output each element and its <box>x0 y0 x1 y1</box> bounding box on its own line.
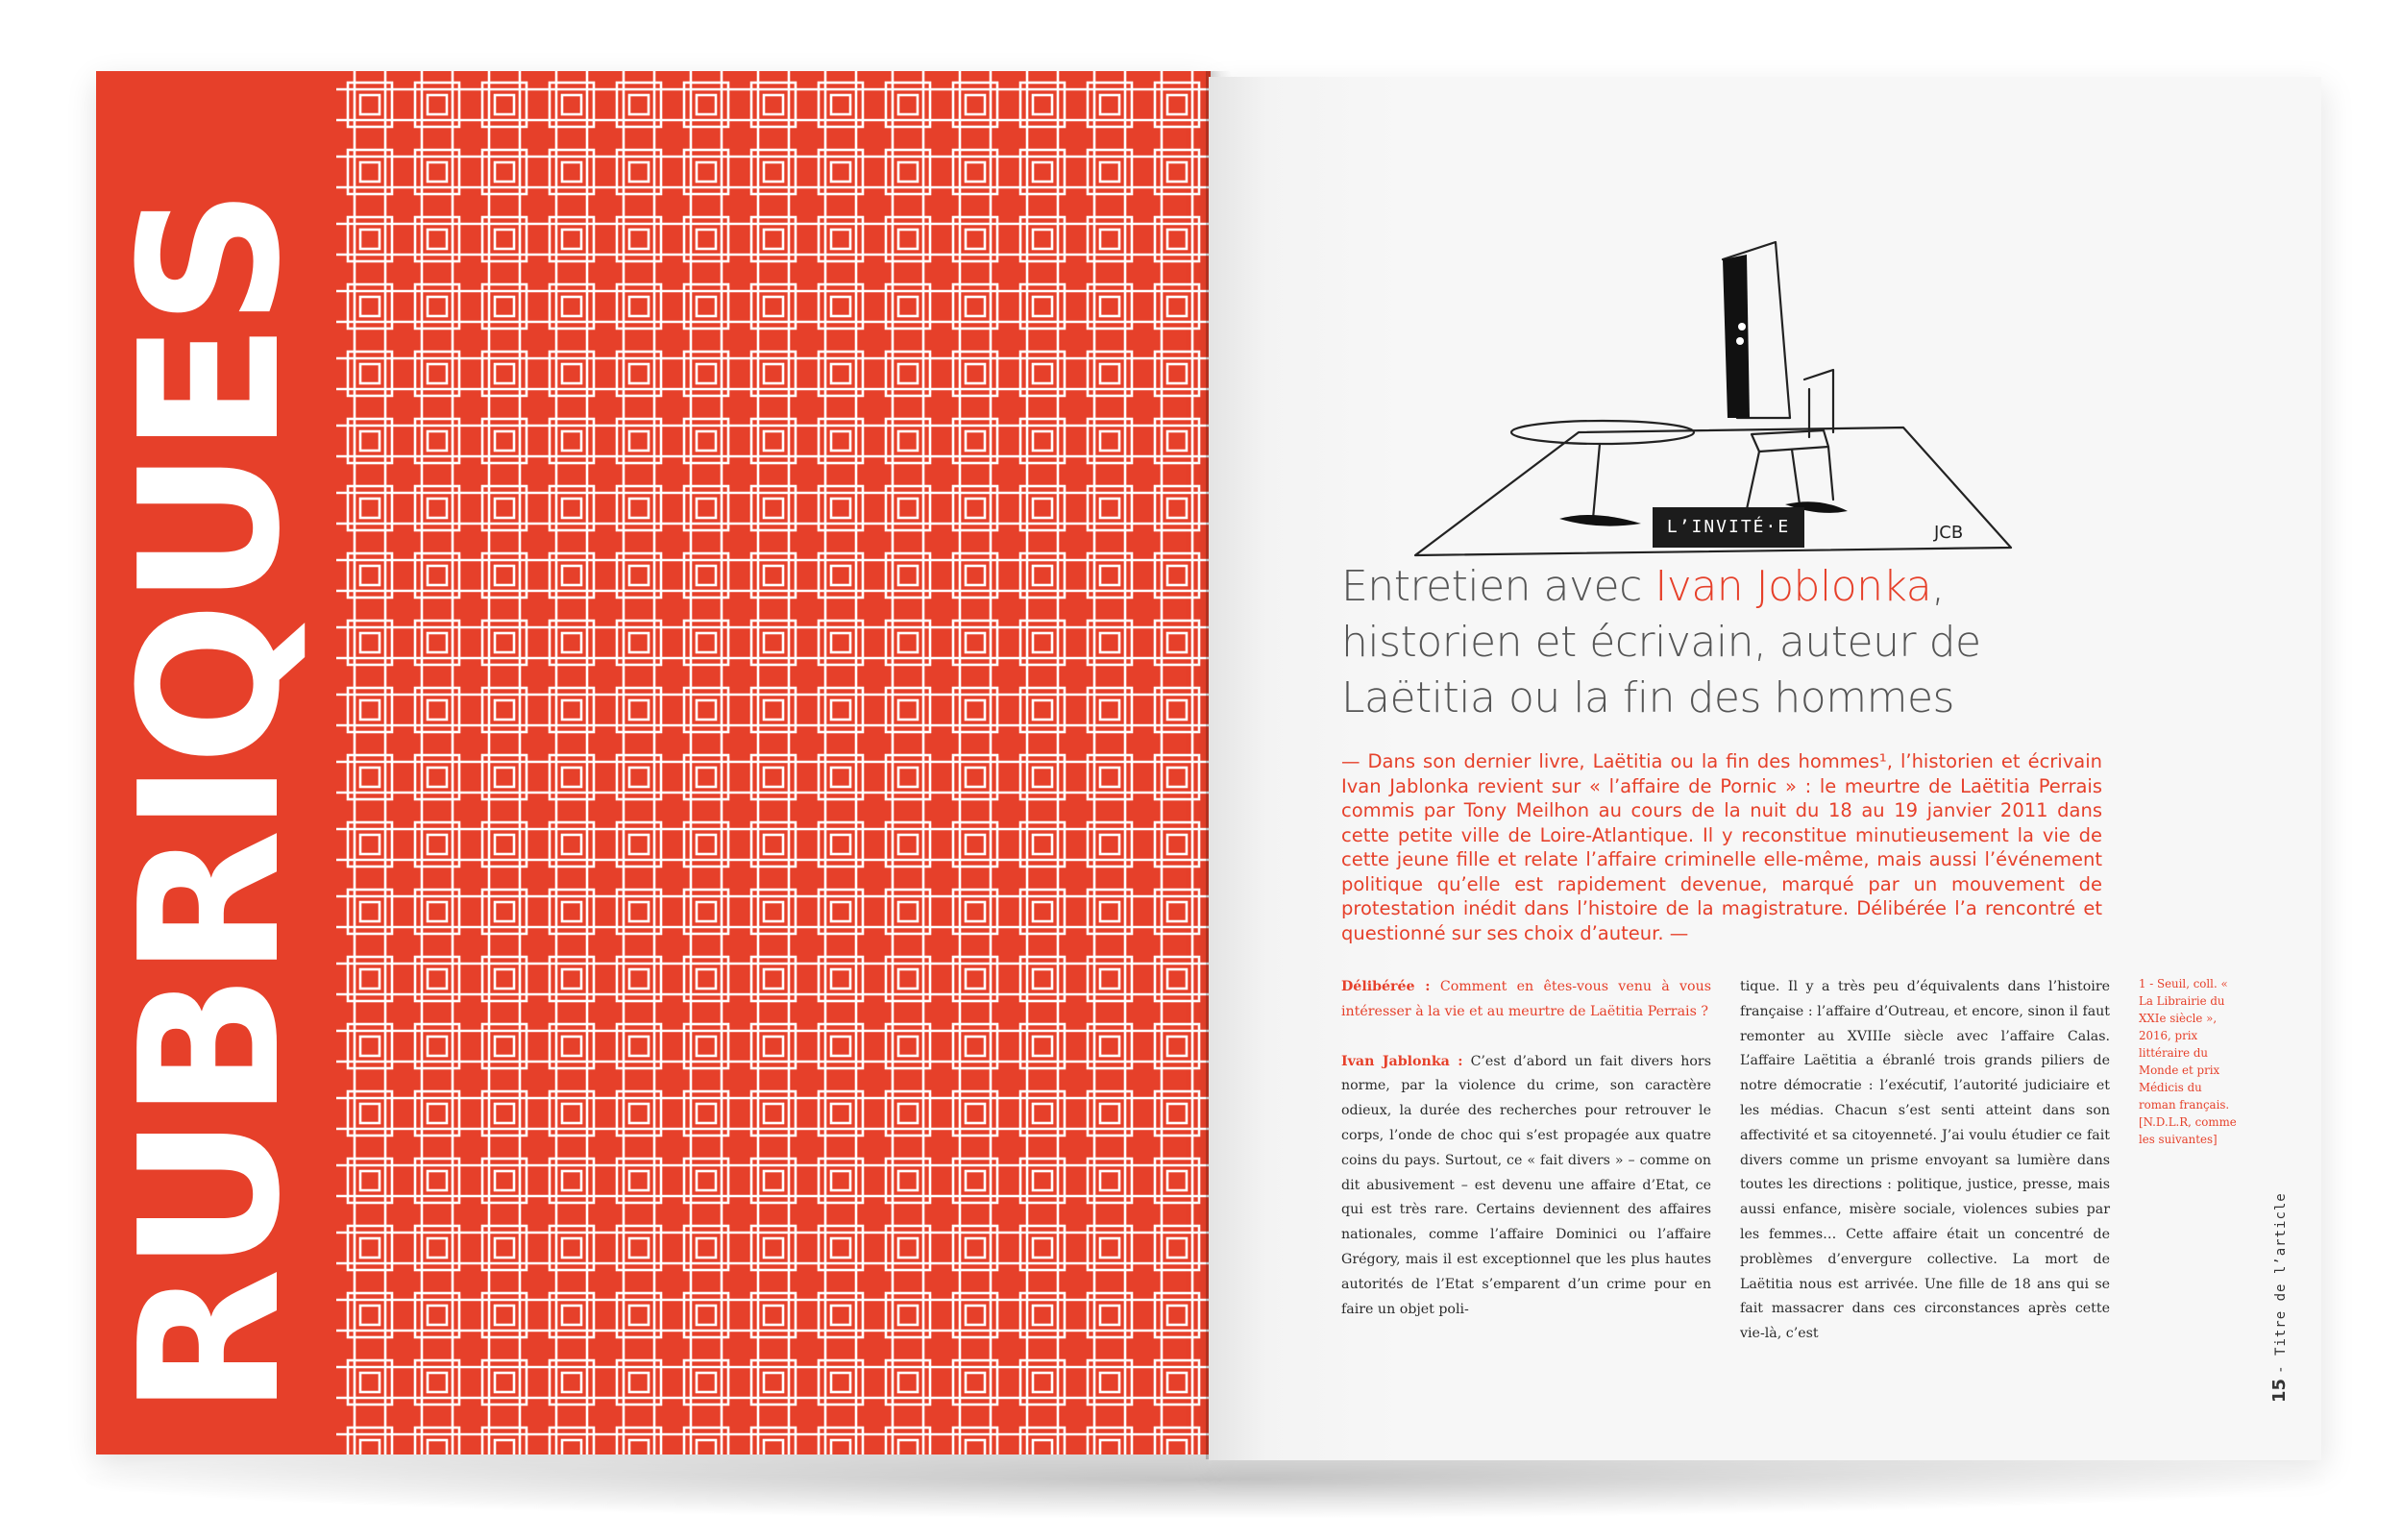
body-column-2 <box>1740 975 2110 1372</box>
question-speaker: Délibérée : <box>1341 979 1431 994</box>
running-title: - Titre de l’article <box>2273 1192 2289 1374</box>
headline-comma: , <box>1931 562 1945 611</box>
right-page-article <box>1209 77 2321 1460</box>
left-page-cover <box>96 71 1211 1454</box>
headline-line2: historien et écrivain, auteur de <box>1341 618 1981 667</box>
article-headline <box>1341 559 2071 726</box>
headline-prefix: Entretien avec <box>1341 562 1655 611</box>
page-number: 15 <box>2269 1378 2290 1403</box>
answer-speaker: Ivan Jablonka : <box>1341 1053 1463 1069</box>
article-lead: — Dans son dernier livre, Laëtitia ou la fin des hommes¹, l’historien et écrivain Ivan Jablonka revient sur « l’affaire de Pornic » : le meurtre de Laëtitia Perrais commis par Tony Meilhon au cours de la nuit du 18 au 19 janvier 2011 dans cette petite ville de Loire-Atlantique. Il y reconstitue minutieusement la vie de cette jeune fille et relate l’affaire criminelle elle-même, mais aussi l’événement politique qu’elle est rapidement devenue, marqué par un mouvement de protestation inédit dans l’histoire de la magistrature. Délibérée l’a rencontré et questionné sur ses choix d’auteur. — <box>1341 750 2102 944</box>
answer-1 <box>1341 1050 1711 1323</box>
answer-1-continued: tique. Il y a très peu d’équivalents dans l’histoire française : l’affaire d’Outreau, et encore, sinon il faut remonter au XVIIIe siècle avec l’affaire Calas. L’affaire Laëtitia a ébranlé trois grands piliers de notre démocratie : l’exécutif, l’autorité judiciaire et les médias. Chacun s’est senti atteint dans son affectivité et sa citoyenneté. J’ai voulu étudier ce fait divers comme un prisme envoyant sa lumière dans toutes les directions : politique, justice, presse, mais aussi enfance, misère sociale, violences subies par les femmes… Cette affaire était un concentré de problèmes d’envergure collective. La mort de Laëtitia nous est arrivée. Une fille de 18 ans qui se fait massacrer dans ces circonstances après cette vie-là, c’est <box>1740 979 2110 1342</box>
question-text: Comment en êtes-vous venu à vous intéresser à la vie et au meurtre de Laëtitia Perrais ? <box>1341 979 1712 1019</box>
answer-text: C’est d’abord un fait divers hors norme, par la violence du crime, son caractère odieux, la durée des recherches pour retrouver le corps, l’onde de choc qui s’est propagée aux quatre coins du pays. Surtout, ce « fait divers » – comme on dit abusivement – est devenu une affaire d’Etat, ce qui est très rare. Certains deviennent des affaires nationales, comme l’affaire Dominici ou l’affaire Grégory, mais il est exceptionnel que les plus hautes autorités de l’Etat s’emparent d’un crime pour en faire un objet poli- <box>1341 1053 1711 1317</box>
question-1 <box>1341 975 1711 1025</box>
headline-line3: Laëtitia ou la fin des hommes <box>1341 673 1954 722</box>
footnote-1: 1 - Seuil, coll. « La Librairie du XXIe siècle », 2016, prix littéraire du Monde et prix Médicis du roman français. [N.D.L.R, comme les suivantes] <box>2139 977 2237 1146</box>
section-tag: L’INVITÉ·E <box>1653 507 1804 548</box>
illustration-signature: JCB <box>1934 523 1964 543</box>
headline-name: Ivan Joblonka <box>1654 562 1932 611</box>
body-column-1 <box>1341 975 1711 1347</box>
grid-pattern <box>336 71 1211 1454</box>
section-title-rubriques: RUBRIQUES <box>99 191 323 1416</box>
page-folio <box>2269 1192 2290 1403</box>
